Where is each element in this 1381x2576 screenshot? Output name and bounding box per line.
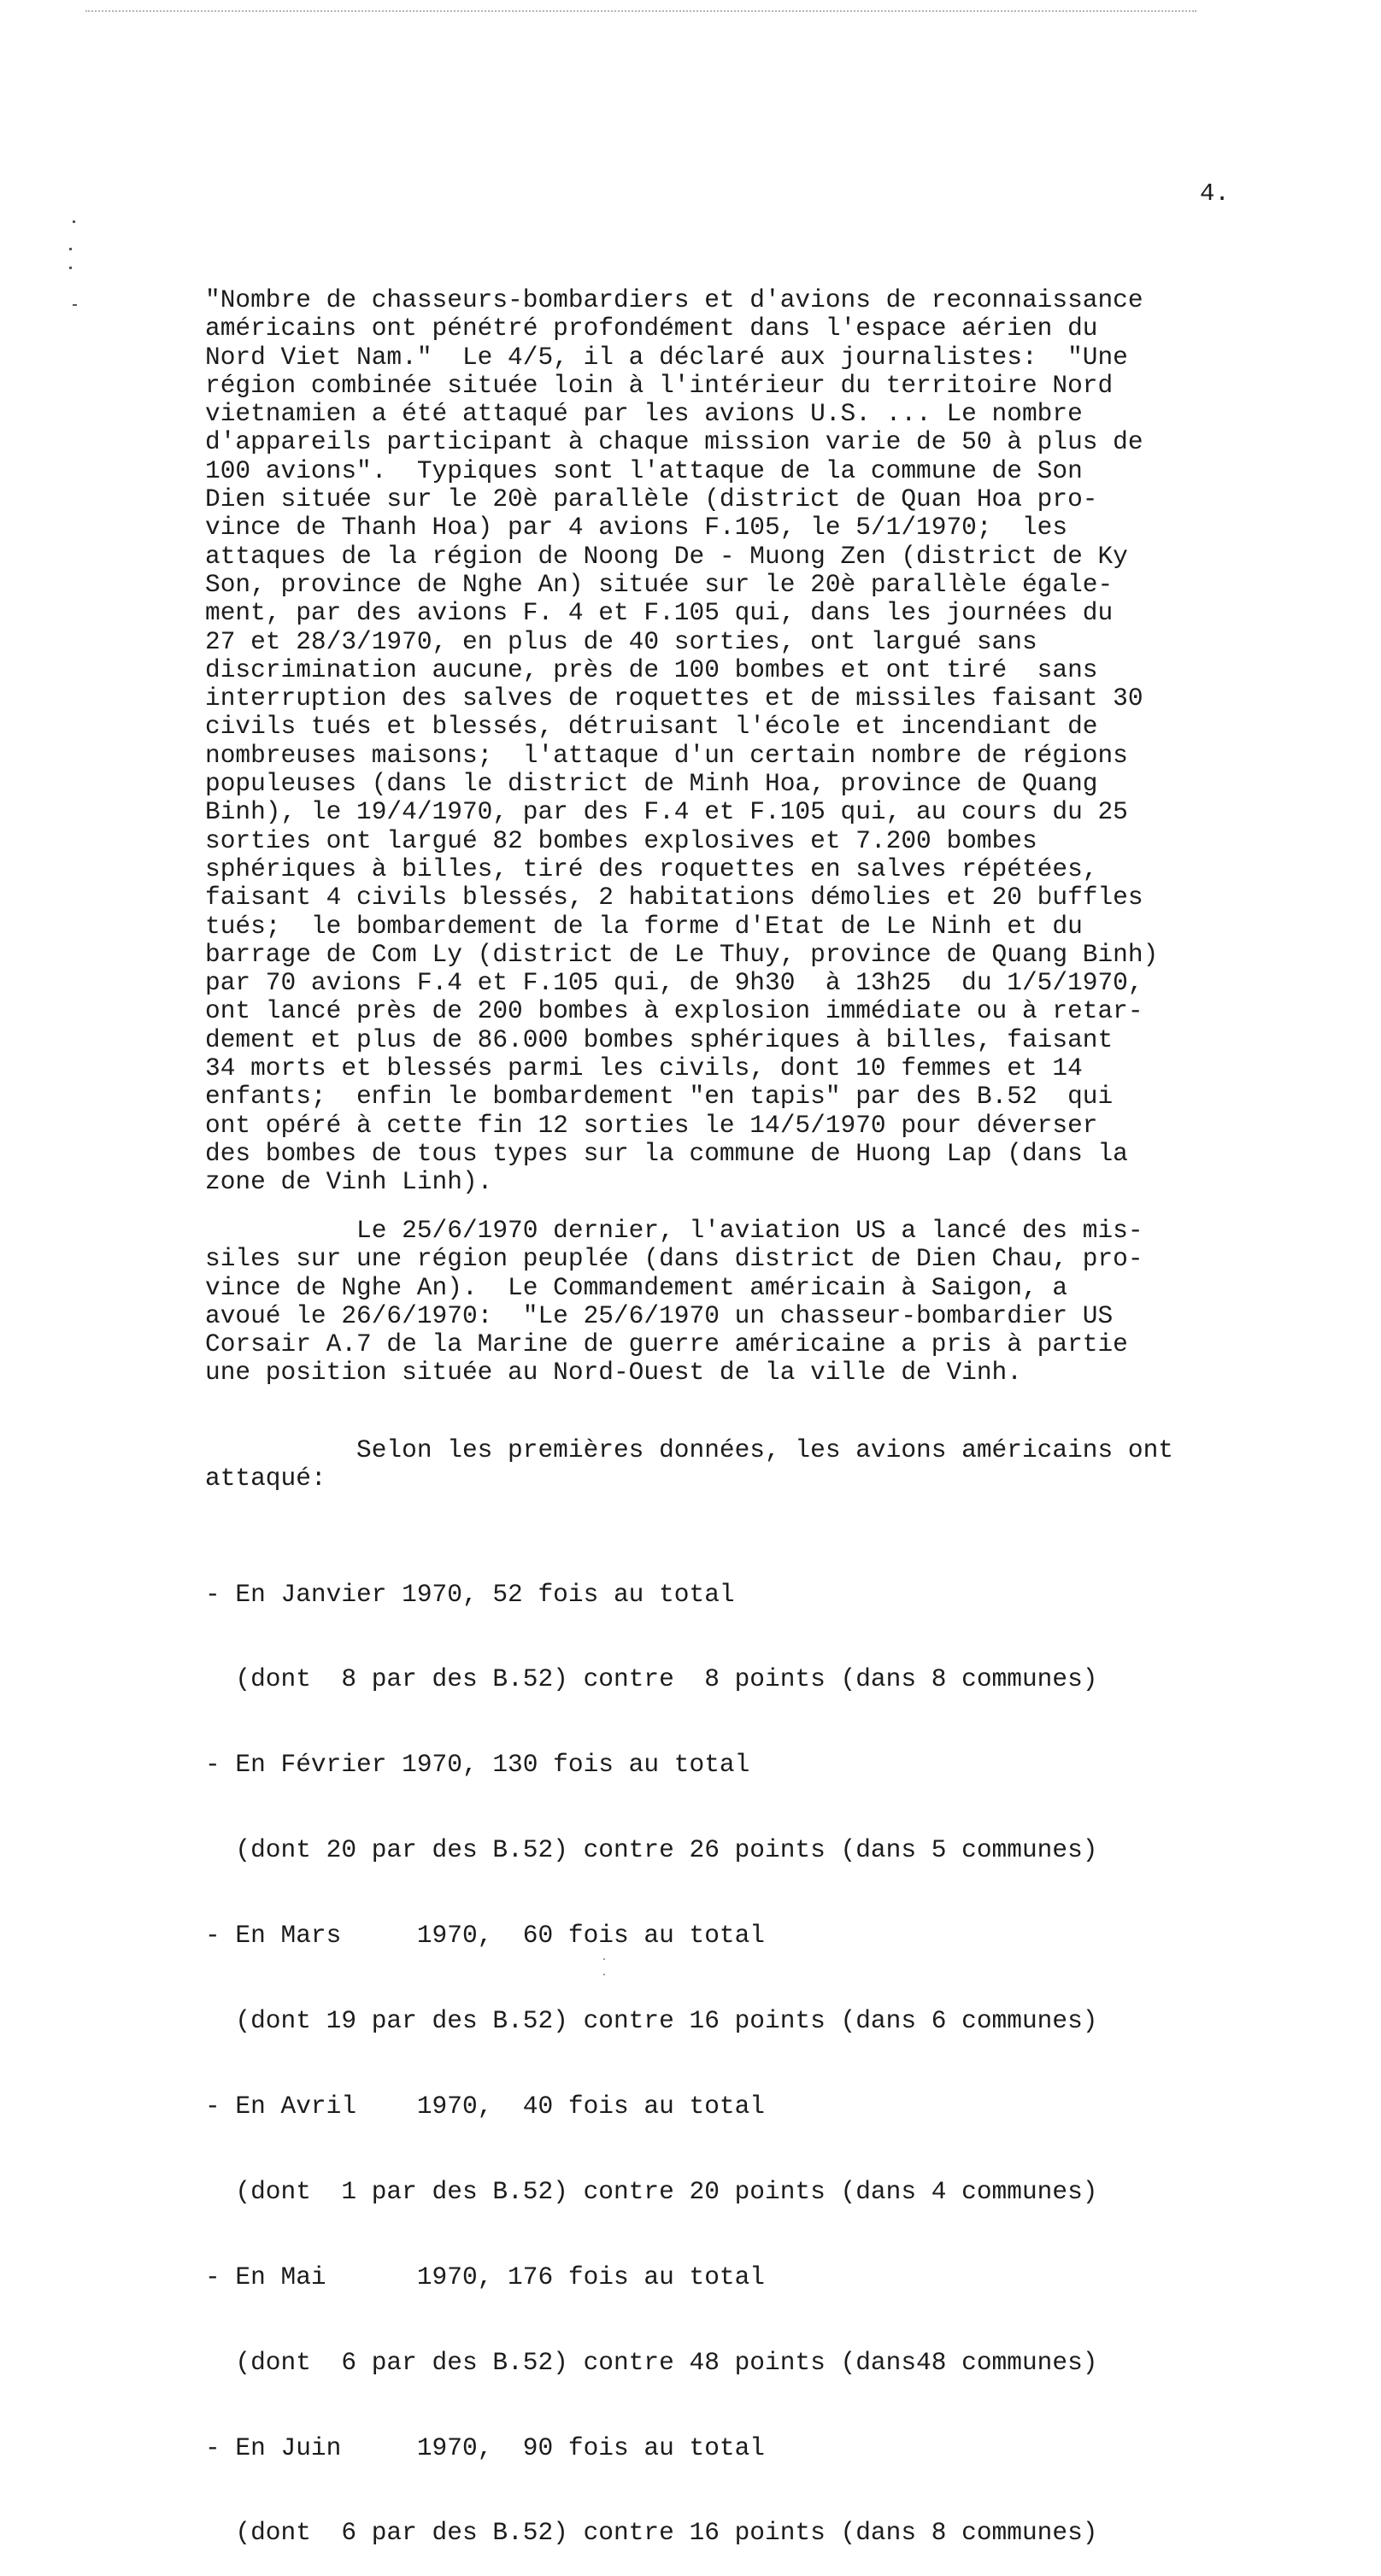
margin-mark xyxy=(69,248,72,250)
list-item-detail: (dont 6 par des B.52) contre 16 points (dans 8 communes) xyxy=(205,2518,1098,2548)
list-item: - En Mars 1970, 60 fois au total xyxy=(205,1921,766,1951)
scan-dot xyxy=(603,1974,605,1975)
list-item-detail: (dont 6 par des B.52) contre 48 points (dans48 communes) xyxy=(205,2347,1098,2377)
paragraph-2: Le 25/6/1970 dernier, l'aviation US a lancé des mis- siles sur une région peuplée (dans district de Dien Chau, pro- vince de Nghe An). Le Commandement américain à Saigon, a avoué le 26/6/1970: "Le 25/6/1970 un chasseur-bombardier US Corsair A.7 de la Marine de guerre américaine a pris à partie une position située au Nord-Ouest de la ville de Vinh. xyxy=(205,1216,1143,1388)
list-item: - En Mai 1970, 176 fois au total xyxy=(205,2262,766,2291)
list-item-detail: (dont 19 par des B.52) contre 16 points (dans 6 communes) xyxy=(205,2006,1098,2036)
scan-edge-artifact xyxy=(85,10,1196,12)
scan-dot xyxy=(603,1958,605,1960)
list-item: - En Janvier 1970, 52 fois au total xyxy=(205,1579,735,1609)
monthly-attack-list xyxy=(205,1523,1097,2576)
margin-mark xyxy=(69,267,72,269)
list-item: - En Février 1970, 130 fois au total xyxy=(205,1750,750,1780)
list-item-detail: (dont 20 par des B.52) contre 26 points (dans 5 communes) xyxy=(205,1835,1098,1865)
list-item: - En Avril 1970, 40 fois au total xyxy=(205,2091,766,2121)
paragraph-3: Selon les premières données, les avions américains ont attaqué: xyxy=(205,1435,1173,1493)
margin-mark xyxy=(73,304,77,306)
list-item-detail: (dont 1 par des B.52) contre 20 points (dans 4 communes) xyxy=(205,2176,1098,2206)
margin-mark xyxy=(73,220,75,223)
page-number: 4. xyxy=(1200,179,1230,208)
list-item: - En Juin 1970, 90 fois au total xyxy=(205,2432,766,2462)
paragraph-1: "Nombre de chasseurs-bombardiers et d'avions de reconnaissance américains ont pénétré profondément dans l'espace aérien du Nord Viet Nam." Le 4/5, il a déclaré aux journalistes: "Une région combinée située loin à l'intérieur du territoire Nord vietnamien a été attaqué par les avions U.S. ... Le nombre d'appareils participant à chaque mission varie de 50 à plus de 100 avions". Typiques sont l'attaque de la commune de Son Dien située sur le 20è parallèle (district de Quan Hoa pro- vince de Thanh Hoa) par 4 avions F.105, le 5/1/1970; les attaques de la région de Noong De - Muong Zen (district de Ky Son, province de Nghe An) située sur le 20è parallèle égale- ment, par des avions F. 4 et F.105 qui, dans les journées du 27 et 28/3/1970, en plus de 40 sorties, ont largué sans discrimination aucune, près de 100 bombes et ont tiré sans interruption des salves de roquettes et de missiles faisant 30 civils tués et blessés, détruisant l'école et incendiant de nombreuses maisons; l'attaque d'un certain nombre de régions populeuses (dans le district de Minh Hoa, province de Quang Binh), le 19/4/1970, par des F.4 et F.105 qui, au cours du 25 sorties ont largué 82 bombes explosives et 7.200 bombes sphériques à billes, tiré des roquettes en salves répétées, faisant 4 civils blessés, 2 habitations démolies et 20 buffles tués; le bombardement de la forme d'Etat de Le Ninh et du barrage de Com Ly (district de Le Thuy, province de Quang Binh) par 70 avions F.4 et F.105 qui, de 9h30 à 13h25 du 1/5/1970, ont lancé près de 200 bombes à explosion immédiate ou à retar- dement et plus de 86.000 bombes sphériques à billes, faisant 34 morts et blessés parmi les civils, dont 10 femmes et 14 enfants; enfin le bombardement "en tapis" par des B.52 qui ont opéré à cette fin 12 sorties le 14/5/1970 pour déverser des bombes de tous types sur la commune de Huong Lap (dans la zone de Vinh Linh). xyxy=(205,285,1159,1197)
list-item-detail: (dont 8 par des B.52) contre 8 points (dans 8 communes) xyxy=(205,1664,1098,1694)
